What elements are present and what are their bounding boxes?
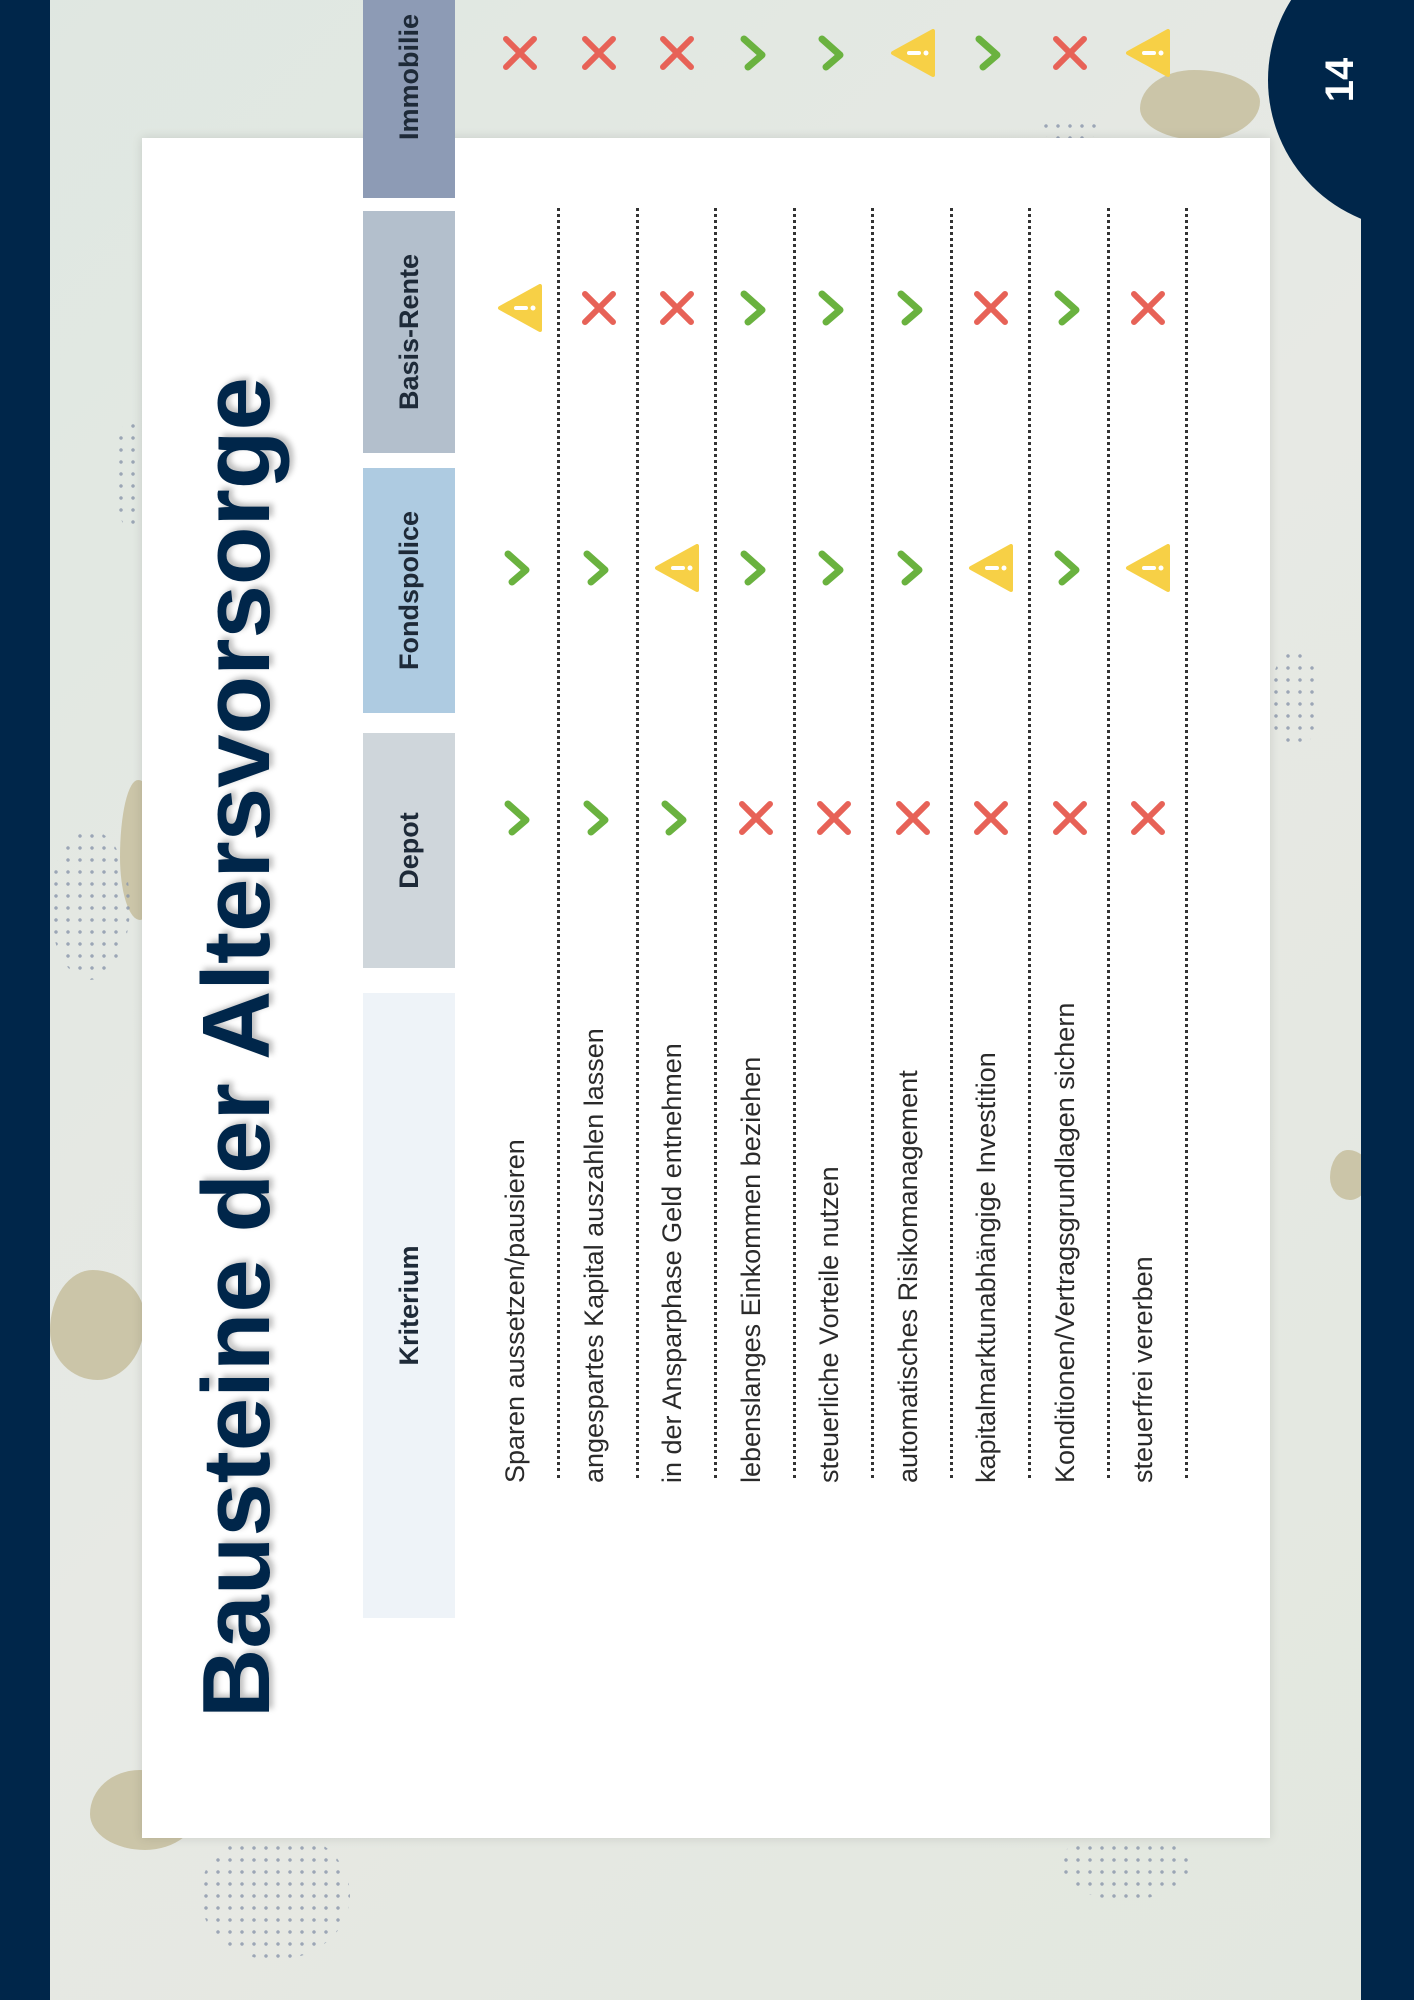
cross-icon (575, 29, 623, 77)
cross-icon (967, 794, 1015, 842)
header-immobilie: Immobilie (363, 0, 455, 198)
header-kriterium: Kriterium (363, 993, 455, 1618)
row-divider (1185, 208, 1188, 1478)
decor-dots (1270, 650, 1320, 750)
page-number: 14 (1318, 57, 1362, 103)
check-icon (732, 29, 780, 77)
check-icon (889, 544, 937, 592)
row-criterion: Sparen aussetzen/pausieren (500, 1139, 530, 1483)
decor-dots (1040, 120, 1100, 140)
table-row (875, 208, 953, 1748)
page-title: Bausteine der Altersvorsorge (183, 377, 290, 1718)
warning-icon (889, 29, 937, 77)
table-row (953, 208, 1031, 1748)
cross-icon (653, 29, 701, 77)
cross-icon (1046, 29, 1094, 77)
warning-icon (1124, 544, 1172, 592)
check-icon (732, 284, 780, 332)
cross-icon (732, 794, 780, 842)
check-icon (967, 29, 1015, 77)
warning-icon (967, 544, 1015, 592)
decor-dots (50, 830, 130, 980)
table-row (1032, 208, 1110, 1748)
row-criterion: steuerliche Vorteile nutzen (814, 1166, 844, 1483)
table-row (639, 208, 717, 1748)
warning-icon (1124, 29, 1172, 77)
check-icon (575, 794, 623, 842)
cross-icon (496, 29, 544, 77)
cross-icon (810, 794, 858, 842)
warning-icon (653, 544, 701, 592)
header-depot: Depot (363, 733, 455, 968)
check-icon (575, 544, 623, 592)
decor-dots (200, 1830, 350, 1960)
cross-icon (889, 794, 937, 842)
header-fondspolice: Fondspolice (363, 468, 455, 713)
table-row (482, 208, 560, 1748)
cross-icon (1124, 794, 1172, 842)
decor-dots (115, 420, 145, 530)
check-icon (1046, 284, 1094, 332)
cross-icon (967, 284, 1015, 332)
warning-icon (496, 284, 544, 332)
card-content (142, 13, 1270, 1838)
cross-icon (1046, 794, 1094, 842)
check-icon (653, 794, 701, 842)
row-criterion: Konditionen/Vertragsgrundlagen sichern (1049, 1002, 1080, 1483)
table-row (796, 208, 874, 1748)
left-navy-band (0, 0, 50, 2000)
decor-dots (1060, 1830, 1190, 1900)
row-criterion: steuerfrei vererben (1128, 1256, 1158, 1483)
table-row (718, 208, 796, 1748)
table-row (1110, 208, 1188, 1748)
cross-icon (575, 284, 623, 332)
table-row (561, 208, 639, 1748)
check-icon (810, 544, 858, 592)
comparison-card (142, 13, 1270, 1838)
header-basis-rente: Basis-Rente (363, 211, 455, 453)
check-icon (810, 29, 858, 77)
check-icon (496, 544, 544, 592)
row-criterion: angespartes Kapital auszahlen lassen (578, 1028, 609, 1483)
row-criterion: kapitalmarktunabhängige Investition (971, 1052, 1001, 1483)
check-icon (732, 544, 780, 592)
check-icon (1046, 544, 1094, 592)
check-icon (496, 794, 544, 842)
row-criterion: automatisches Risikomanagement (892, 1070, 923, 1483)
check-icon (810, 284, 858, 332)
check-icon (889, 284, 937, 332)
row-criterion: in der Ansparphase Geld entnehmen (657, 1043, 687, 1483)
row-criterion: lebenslanges Einkommen beziehen (735, 1056, 766, 1483)
cross-icon (1124, 284, 1172, 332)
cross-icon (653, 284, 701, 332)
right-navy-band (1361, 0, 1414, 2000)
